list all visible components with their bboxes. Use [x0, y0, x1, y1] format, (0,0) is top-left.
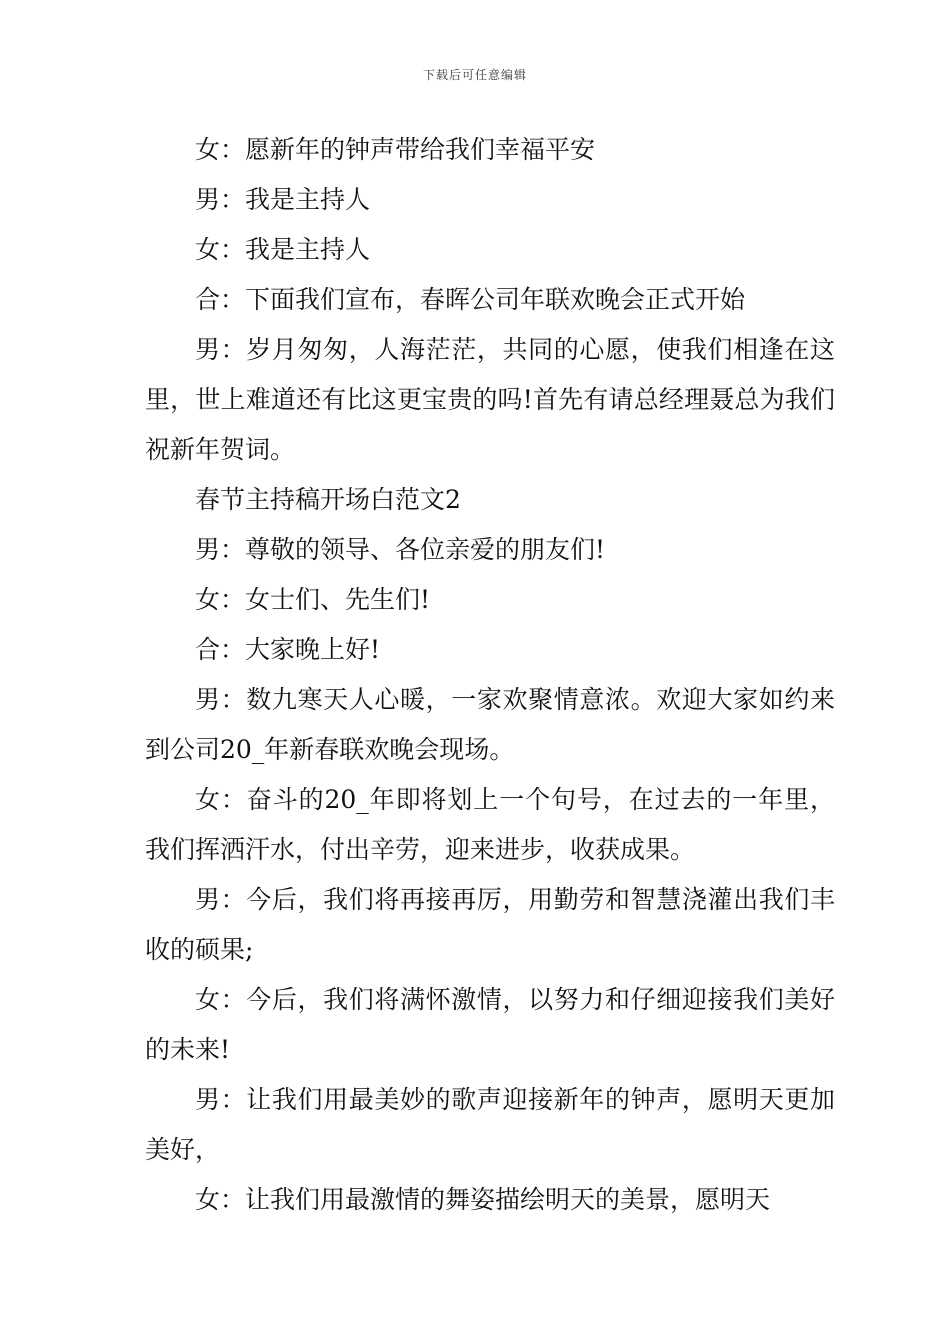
paragraph: 合：下面我们宣布，春晖公司年联欢晚会正式开始 — [195, 285, 746, 314]
section-heading: 春节主持稿开场白范文2 — [195, 485, 461, 514]
paragraph: 女：奋斗的20_年即将划上一个句号，在过去的一年里，我们挥洒汗水，付出辛劳，迎来进步，收获成果。 — [145, 785, 835, 864]
document-body — [145, 125, 835, 1225]
paragraph: 男：尊敬的领导、各位亲爱的朋友们! — [195, 535, 606, 564]
header-note: 下载后可任意编辑 — [422, 68, 527, 82]
paragraph: 男：我是主持人 — [195, 185, 371, 214]
paragraph: 女：让我们用最激情的舞姿描绘明天的美景，愿明天 — [195, 1185, 771, 1214]
paragraph: 女：我是主持人 — [195, 235, 371, 264]
paragraph: 男：今后，我们将再接再厉，用勤劳和智慧浇灌出我们丰收的硕果; — [145, 885, 835, 964]
paragraph: 女：今后，我们将满怀激情，以努力和仔细迎接我们美好的未来! — [145, 985, 835, 1064]
paragraph: 女：愿新年的钟声带给我们幸福平安 — [195, 135, 596, 164]
paragraph: 女：女士们、先生们! — [195, 585, 431, 614]
paragraph: 合：大家晚上好! — [195, 635, 381, 664]
paragraph: 男：让我们用最美妙的歌声迎接新年的钟声，愿明天更加美好， — [145, 1085, 835, 1164]
paragraph: 男：岁月匆匆，人海茫茫，共同的心愿，使我们相逢在这里，世上难道还有比这更宝贵的吗!首先有请总经理聂总为我们祝新年贺词。 — [145, 335, 835, 464]
paragraph: 男：数九寒天人心暖，一家欢聚情意浓。欢迎大家如约来到公司20_年新春联欢晚会现场。 — [145, 685, 835, 764]
